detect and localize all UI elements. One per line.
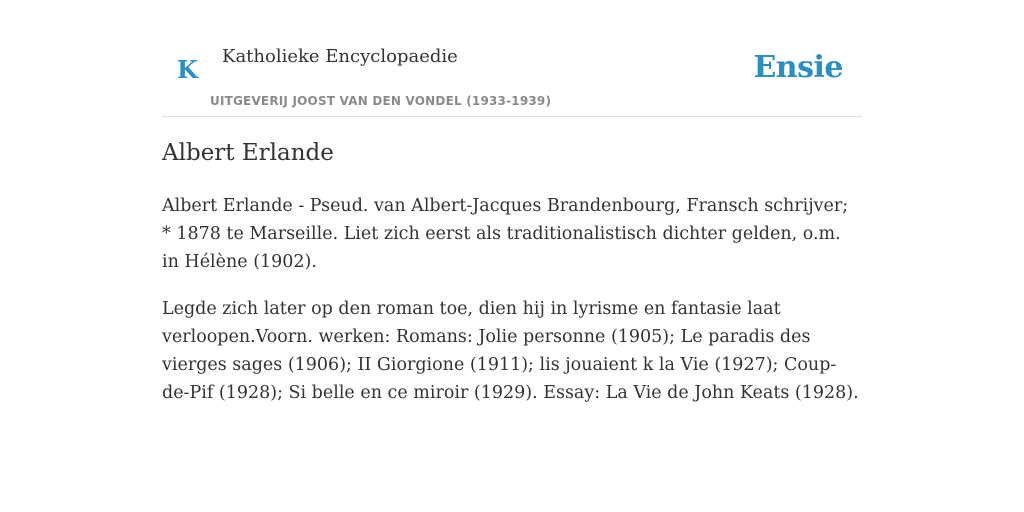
page-container	[162, 0, 862, 403]
encyclopedia-logo[interactable]: K	[177, 55, 198, 84]
article-body	[162, 192, 862, 426]
site-title-link[interactable]: Katholieke Encyclopaedie	[222, 46, 458, 67]
site-header	[162, 0, 862, 117]
article-title: Albert Erlande	[162, 140, 334, 166]
article-paragraph: Legde zich later op den roman toe, dien hij in lyrisme en fantasie laat verloopen.Voorn. werken: Romans: Jolie personne (1905); Le paradis des vierges sages (1906); II Giorgione (1911); lis jouaient k la Vie (1927); Coup-de-Pif (1928); Si belle en ce miroir (1929). Essay: La Vie de John Keats (1928).	[162, 299, 859, 403]
publisher-subtitle: UITGEVERIJ JOOST VAN DEN VONDEL (1933-1939)	[210, 94, 552, 108]
ensie-brand-logo[interactable]: Ensie	[753, 50, 843, 85]
article-paragraph: Albert Erlande - Pseud. van Albert-Jacques Brandenbourg, Fransch schrijver; * 1878 te Marseille. Liet zich eerst als traditionalistisch dichter gelden, o.m. in Hélène (1902).	[162, 196, 849, 272]
